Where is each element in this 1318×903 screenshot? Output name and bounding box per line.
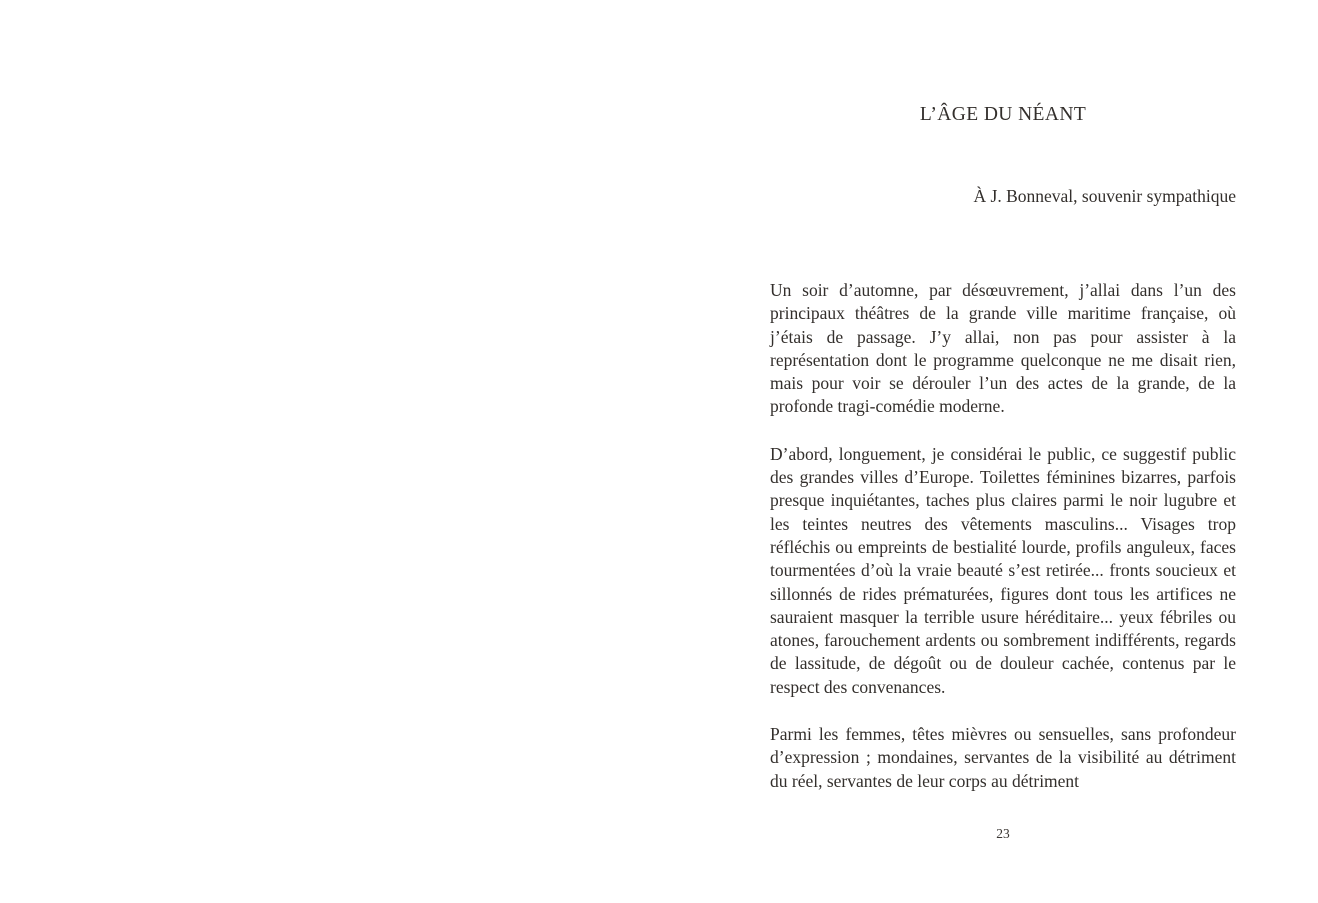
paragraph: Parmi les femmes, têtes mièvres ou sensuelles, sans profondeur d’expression ; mondaines, servantes de la visibilité au détriment du réel, servantes de leur corps au détriment — [770, 724, 1236, 791]
body-text — [770, 279, 1236, 817]
right-page — [770, 0, 1236, 903]
paragraph: Un soir d’automne, par désœuvrement, j’allai dans l’un des principaux théâtres de la grande ville maritime française, où j’étais de passage. J’y allai, non pas pour assister à la représentation dont le programme quelconque ne me disait rien, mais pour voir se dérouler l’un des actes de la grande, de la profonde tragi-comédie moderne. — [770, 280, 1236, 417]
chapter-title: L’ÂGE DU NÉANT — [919, 104, 1087, 125]
dedication: À J. Bonneval, souvenir sympathique — [973, 186, 1236, 206]
paragraph: D’abord, longuement, je considérai le public, ce suggestif public des grandes villes d’Europe. Toilettes féminines bizarres, parfois presque inquiétantes, taches plus claires parmi le noir lugubre et les teintes neutres des vêtements masculins... Visages trop réfléchis ou empreints de bestialité lourde, profils anguleux, faces tourmentées d’où la vraie beauté s’est retirée... fronts soucieux et sillonnés de rides prématurées, figures dont tous les artifices ne sauraient masquer la terrible usure héréditaire... yeux fébriles ou atones, farouchement ardents ou sombrement indifférents, regards de lassitude, de dégoût ou de douleur cachée, contenus par le respect des convenances. — [770, 443, 1236, 697]
page-number: 23 — [996, 826, 1010, 841]
